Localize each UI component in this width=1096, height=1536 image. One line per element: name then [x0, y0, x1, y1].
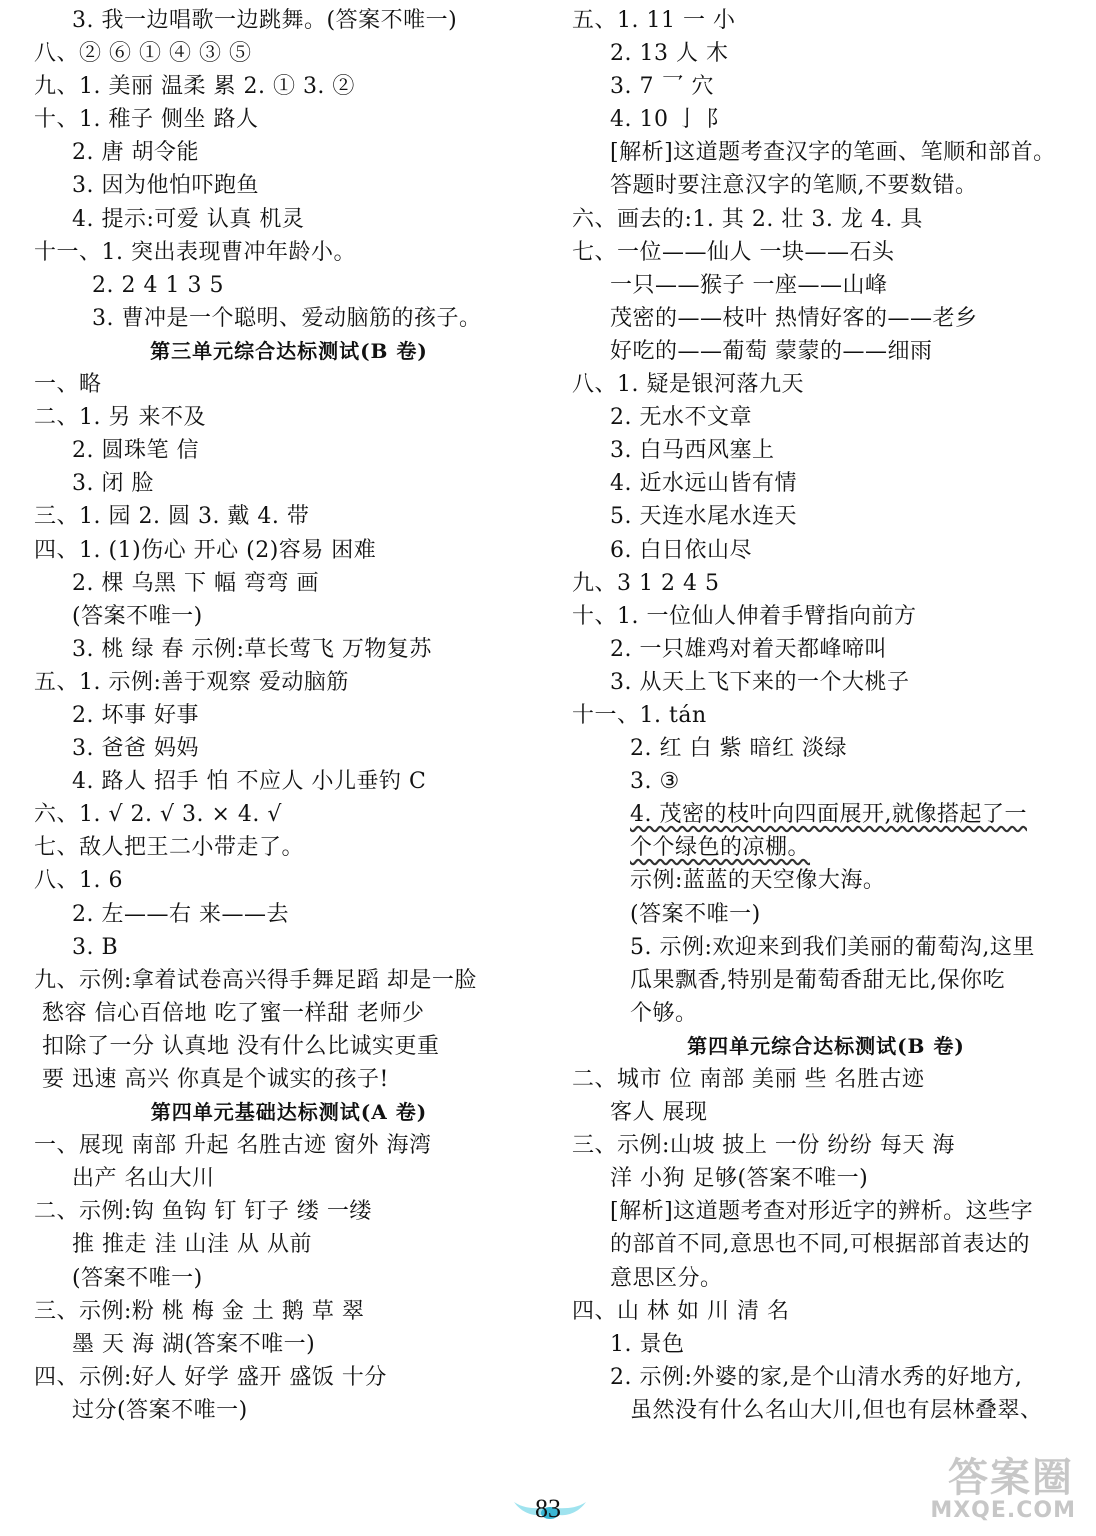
- answer-line: 4. 提示:可爱 认真 机灵: [72, 206, 305, 232]
- answer-line: 意思区分。: [610, 1265, 723, 1291]
- answer-line: [解析]这道题考查对形近字的辨析。这些字: [610, 1199, 1034, 1225]
- answer-line: 六、画去的:1. 其 2. 壮 3. 龙 4. 具: [572, 206, 923, 232]
- answer-line: 个个绿色的凉棚。: [630, 835, 811, 861]
- answer-line: 3. 桃 绿 春 示例:草长莺飞 万物复苏: [72, 636, 432, 662]
- answer-line: [解析]这道题考查汉字的笔画、笔顺和部首。: [610, 140, 1056, 166]
- section-heading: 第三单元综合达标测试(B 卷): [150, 338, 428, 363]
- answer-line: 八、1. 疑是银河落九天: [572, 372, 804, 398]
- answer-line: 二、示例:钩 鱼钩 钉 钉子 缕 一缕: [34, 1199, 372, 1225]
- answer-line: 5. 示例:欢迎来到我们美丽的葡萄沟,这里: [630, 934, 1035, 960]
- watermark-logo: [902, 1446, 1082, 1534]
- answer-line: 3. 闭 脸: [72, 471, 154, 497]
- answer-line: 3. ③: [630, 769, 680, 795]
- answer-line: 七、敌人把王二小带走了。: [34, 835, 305, 861]
- answer-line: 六、1. √ 2. √ 3. × 4. √: [34, 802, 282, 828]
- answer-line: 2. 2 4 1 3 5: [92, 272, 224, 298]
- answer-line: 3. 7 乛 穴: [610, 74, 714, 100]
- answer-line: 七、一位——仙人 一块——石头: [572, 239, 895, 265]
- answer-line: 十一、1. tán: [572, 702, 707, 728]
- answer-line: (答案不唯一): [630, 901, 761, 927]
- page-number: 83: [535, 1494, 561, 1523]
- answer-line: 五、1. 11 一 小: [572, 8, 736, 33]
- answer-line: 推 推走 洼 山洼 从 从前: [72, 1232, 312, 1258]
- answer-line: 2. 13 人 木: [610, 41, 729, 67]
- left-column: [34, 4, 544, 1427]
- answer-line: 3. 白马西风塞上: [610, 438, 775, 464]
- answer-line: 瓜果飘香,特别是葡萄香甜无比,保你吃: [630, 967, 1005, 993]
- answer-line: 2. 示例:外婆的家,是个山清水秀的好地方,: [610, 1364, 1023, 1390]
- answer-line: 五、1. 示例:善于观察 爱动脑筋: [34, 669, 349, 695]
- answer-line: 1. 景色: [610, 1331, 685, 1357]
- answer-line: 四、山 林 如 川 清 名: [572, 1298, 790, 1324]
- answer-line: 一只——猴子 一座——山峰: [610, 272, 888, 298]
- answer-line: 示例:蓝蓝的天空像大海。: [630, 868, 886, 894]
- answer-line: 2. 棵 乌黑 下 幅 弯弯 画: [72, 570, 319, 596]
- answer-line: (答案不唯一): [72, 1265, 203, 1291]
- watermark-title: 答案圈: [948, 1455, 1074, 1501]
- answer-line: 九、示例:拿着试卷高兴得手舞足蹈 却是一脸: [34, 967, 477, 993]
- answer-line: (答案不唯一): [72, 603, 203, 629]
- answer-line: 九、1. 美丽 温柔 累 2. ① 3. ②: [34, 74, 355, 100]
- answer-line: 一、展现 南部 升起 名胜古迹 窗外 海湾: [34, 1133, 432, 1159]
- answer-line: 4. 茂密的枝叶向四面展开,就像搭起了一: [630, 802, 1027, 828]
- answer-line: 个够。: [630, 1000, 698, 1026]
- answer-line: 3. 爸爸 妈妈: [72, 736, 199, 762]
- right-column: [572, 4, 1080, 1427]
- answer-line: 过分(答案不唯一): [72, 1397, 248, 1423]
- answer-line: 2. 圆珠笔 信: [72, 438, 199, 464]
- answer-line: 2. 红 白 紫 暗红 淡绿: [630, 736, 847, 762]
- answer-line: 八、1. 6: [34, 868, 123, 894]
- answer-line: 洋 小狗 足够(答案不唯一): [610, 1166, 869, 1192]
- answer-line: 好吃的——葡萄 蒙蒙的——细雨: [610, 338, 933, 364]
- answer-line: 客人 展现: [610, 1100, 708, 1126]
- answer-line: 愁容 信心百倍地 吃了蜜一样甜 老师少: [42, 1000, 425, 1026]
- answer-line: 4. 路人 招手 怕 不应人 小儿垂钓 C: [72, 769, 427, 795]
- answer-line: 九、3 1 2 4 5: [572, 570, 720, 596]
- answer-line: 3. 我一边唱歌一边跳舞。(答案不唯一): [72, 8, 458, 33]
- answer-line: 3. 因为他怕吓跑鱼: [72, 173, 259, 199]
- answer-line: 6. 白日依山尽: [610, 537, 752, 563]
- answer-line: 2. 无水不文章: [610, 405, 752, 431]
- answer-line: 十一、1. 突出表现曹冲年龄小。: [34, 239, 356, 265]
- answer-line: 答题时要注意汉字的笔顺,不要数错。: [610, 173, 978, 199]
- answer-line: 的部首不同,意思也不同,可根据部首表达的: [610, 1232, 1030, 1258]
- answer-line: 要 迅速 高兴 你真是个诚实的孩子!: [42, 1067, 389, 1092]
- answer-line: 3. 曹冲是一个聪明、爱动脑筋的孩子。: [92, 305, 482, 331]
- answer-line: 出产 名山大川: [72, 1166, 215, 1192]
- answer-line: 八、② ⑥ ① ④ ③ ⑤: [34, 41, 252, 67]
- section-heading: 第四单元基础达标测试(A 卷): [150, 1100, 428, 1125]
- answer-line: 四、1. (1)伤心 开心 (2)容易 困难: [34, 537, 377, 563]
- answer-line: 一、略: [34, 372, 102, 398]
- answer-line: 墨 天 海 湖(答案不唯一): [72, 1331, 316, 1357]
- answer-line: 三、1. 园 2. 圆 3. 戴 4. 带: [34, 504, 310, 530]
- answer-line: 虽然没有什么名山大川,但也有层林叠翠、: [630, 1397, 1043, 1423]
- answer-line: 三、示例:山坡 披上 一份 纷纷 每天 海: [572, 1133, 955, 1159]
- answer-line: 四、示例:好人 好学 盛开 盛饭 十分: [34, 1364, 387, 1390]
- answer-line: 2. 坏事 好事: [72, 702, 199, 728]
- answer-line: 4. 10 亅 阝: [610, 107, 729, 133]
- answer-line: 扣除了一分 认真地 没有什么比诚实更重: [42, 1033, 440, 1059]
- watermark-url: MXQE.COM: [930, 1498, 1076, 1523]
- answer-line: 2. 左——右 来——去: [72, 901, 289, 927]
- answer-line: 二、1. 另 来不及: [34, 405, 206, 431]
- answer-line: 二、城市 位 南部 美丽 些 名胜古迹: [572, 1067, 925, 1092]
- answer-line: 三、示例:粉 桃 梅 金 土 鹅 草 翠: [34, 1298, 365, 1324]
- answer-line: 5. 天连水尾水连天: [610, 504, 797, 530]
- answer-line: 3. B: [72, 934, 119, 960]
- answer-line: 十、1. 稚子 侧坐 路人: [34, 107, 259, 133]
- section-heading: 第四单元综合达标测试(B 卷): [687, 1033, 965, 1058]
- answer-line: 3. 从天上飞下来的一个大桃子: [610, 669, 910, 695]
- answer-line: 十、1. 一位仙人伸着手臂指向前方: [572, 603, 917, 629]
- answer-line: 4. 近水远山皆有情: [610, 471, 797, 497]
- answer-line: 2. 一只雄鸡对着天都峰啼叫: [610, 636, 887, 662]
- answer-line: 2. 唐 胡令能: [72, 140, 199, 166]
- answer-line: 茂密的——枝叶 热情好客的——老乡: [610, 305, 978, 331]
